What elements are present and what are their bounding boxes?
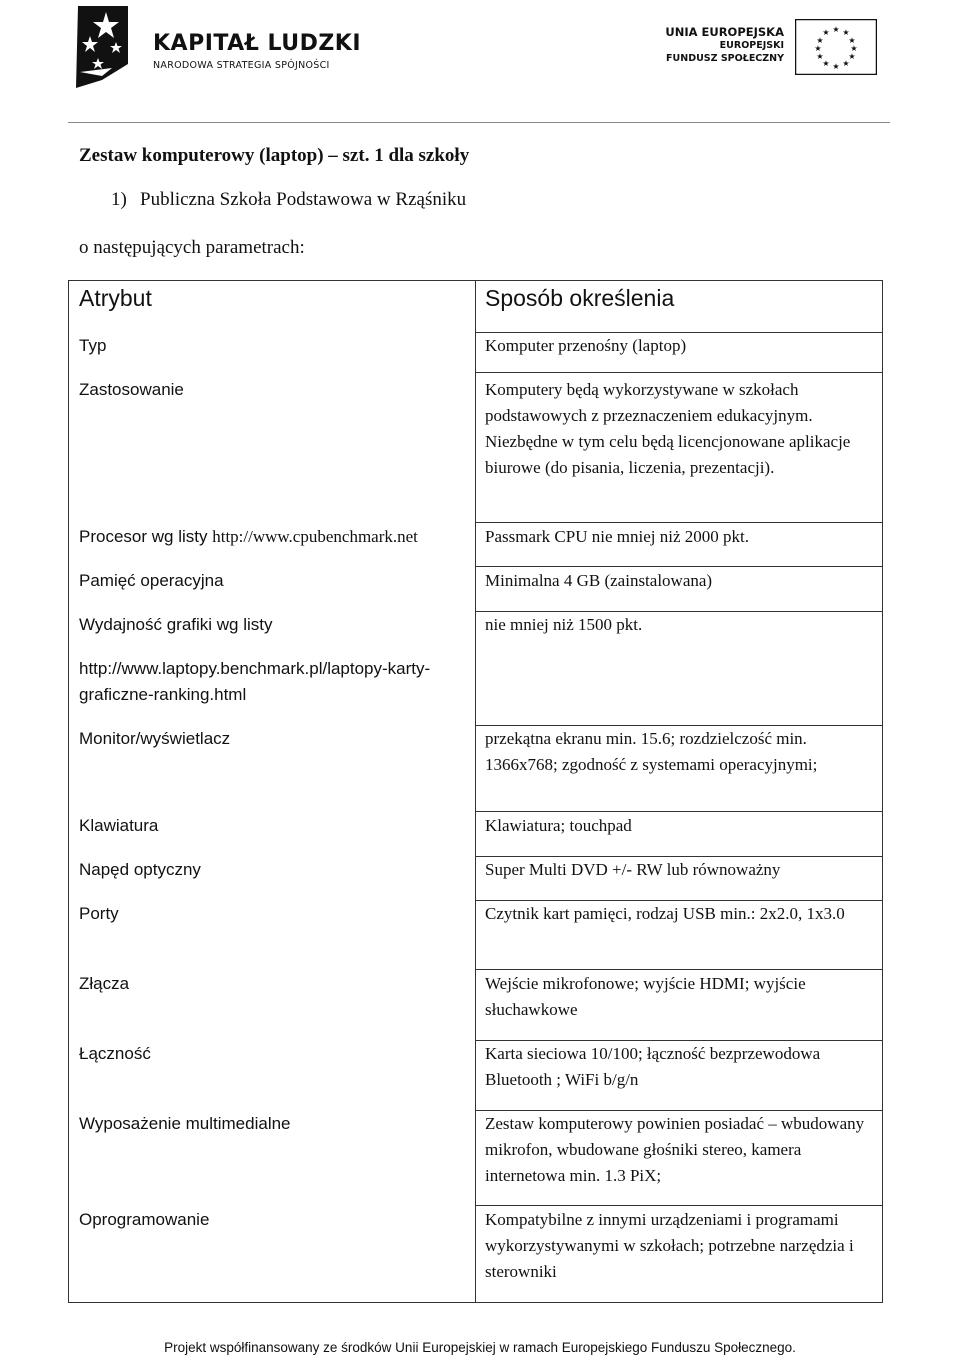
row-attr-porty: Porty (79, 904, 119, 923)
svg-text:★: ★ (848, 36, 856, 45)
kapital-ludzki-title: KAPITAŁ LUDZKI (153, 31, 362, 56)
row-border (475, 969, 882, 970)
row-attr-zlacza: Złącza (79, 974, 130, 993)
row-value-monitor: przekątna ekranu min. 15.6; rozdzielczość min. 1366x768; zgodność z systemami operacyjnymi; (485, 729, 818, 774)
row-attr-lacznosc: Łączność (79, 1044, 151, 1063)
row-value-zastosowanie: Komputery będą wykorzystywane w szkołach podstawowych z przeznaczeniem edukacyjnym. Niezbędne w tym celu będą licencjonowane aplikacje biurowe (do pisania, liczenia, prezentacji). (485, 380, 851, 477)
page-header (0, 0, 960, 125)
laptopy-benchmark-link[interactable]: http://www.laptopy.benchmark.pl/laptopy-karty-graficzne-ranking.html (79, 659, 431, 704)
row-attr-monitor: Monitor/wyświetlacz (79, 729, 231, 748)
header-divider (68, 122, 890, 123)
column-divider (475, 281, 476, 1302)
row-border (475, 1205, 882, 1206)
params-label: o następujących parametrach: (79, 237, 305, 258)
row-attr-zastosowanie: Zastosowanie (79, 380, 184, 399)
svg-text:★: ★ (822, 59, 830, 68)
svg-text:★: ★ (842, 59, 850, 68)
school-name: Publiczna Szkoła Podstawowa w Rząśniku (140, 189, 467, 210)
row-attr-naped: Napęd optyczny (79, 860, 201, 879)
row-attr-oprogramowanie: Oprogramowanie (79, 1210, 210, 1229)
row-attr-procesor (79, 524, 469, 550)
row-value-porty: Czytnik kart pamięci, rodzaj USB min.: 2x2.0, 1x3.0 (485, 904, 845, 923)
eu-label-line2: EUROPEJSKI (719, 40, 784, 51)
cpubenchmark-link[interactable]: http://www.cpubenchmark.net (212, 527, 418, 546)
row-border (475, 811, 882, 812)
svg-text:★: ★ (842, 28, 850, 37)
school-number: 1) (111, 189, 127, 210)
row-value-grafika: nie mniej niż 1500 pkt. (485, 615, 643, 634)
row-attr-grafika: Wydajność grafiki wg listy (79, 615, 273, 634)
svg-text:★: ★ (848, 52, 856, 61)
document-title: Zestaw komputerowy (laptop) – szt. 1 dla szkoły (79, 145, 470, 166)
row-attr-klawiatura: Klawiatura (79, 816, 159, 835)
row-attr-multimedia: Wyposażenie multimedialne (79, 1114, 291, 1133)
row-attr-procesor-label: Procesor wg listy (79, 527, 208, 546)
svg-text:★: ★ (850, 44, 858, 53)
svg-text:★: ★ (832, 25, 840, 34)
kapital-ludzki-logo-icon (72, 2, 132, 90)
school-list-item (111, 189, 466, 211)
svg-text:★: ★ (816, 36, 824, 45)
row-border (475, 372, 882, 373)
eu-label (665, 25, 784, 65)
row-value-multimedia: Zestaw komputerowy powinien posiadać – wbudowany mikrofon, wbudowane głośniki stereo, kamera internetowa min. 1.3 PiX; (485, 1114, 865, 1185)
eu-label-line3: FUNDUSZ SPOŁECZNY (666, 53, 784, 64)
eu-flag-icon (795, 19, 877, 75)
svg-text:★: ★ (814, 44, 822, 53)
svg-text:★: ★ (816, 52, 824, 61)
row-border (475, 522, 882, 523)
row-value-naped: Super Multi DVD +/- RW lub równoważny (485, 860, 781, 879)
svg-text:★: ★ (822, 28, 830, 37)
kapital-ludzki-subtitle: NARODOWA STRATEGIA SPÓJNOŚCI (153, 60, 330, 71)
row-value-klawiatura: Klawiatura; touchpad (485, 816, 632, 835)
table-header-value: Sposób określenia (485, 285, 675, 311)
row-attr-typ: Typ (79, 336, 107, 355)
row-value-procesor: Passmark CPU nie mniej niż 2000 pkt. (485, 527, 749, 546)
row-value-zlacza: Wejście mikrofonowe; wyjście HDMI; wyjście słuchawkowe (485, 974, 806, 1019)
eu-label-line1: UNIA EUROPEJSKA (665, 25, 784, 39)
row-value-pamiec: Minimalna 4 GB (zainstalowana) (485, 571, 713, 590)
row-attr-pamiec: Pamięć operacyjna (79, 571, 224, 590)
svg-text:★: ★ (832, 62, 840, 71)
row-value-lacznosc: Karta sieciowa 10/100; łączność bezprzewodowa Bluetooth ; WiFi b/g/n (485, 1044, 821, 1089)
row-value-typ: Komputer przenośny (laptop) (485, 336, 687, 355)
row-border (475, 566, 882, 567)
page-footer: Projekt współfinansowany ze środków Unii Europejskiej w ramach Europejskiego Funduszu Społecznego. (164, 1340, 796, 1355)
spec-table (68, 280, 883, 1303)
row-value-oprogramowanie: Kompatybilne z innymi urządzeniami i programami wykorzystywanymi w szkołach; potrzebne narzędzia i sterowniki (485, 1210, 854, 1281)
table-header-attr: Atrybut (79, 285, 152, 311)
